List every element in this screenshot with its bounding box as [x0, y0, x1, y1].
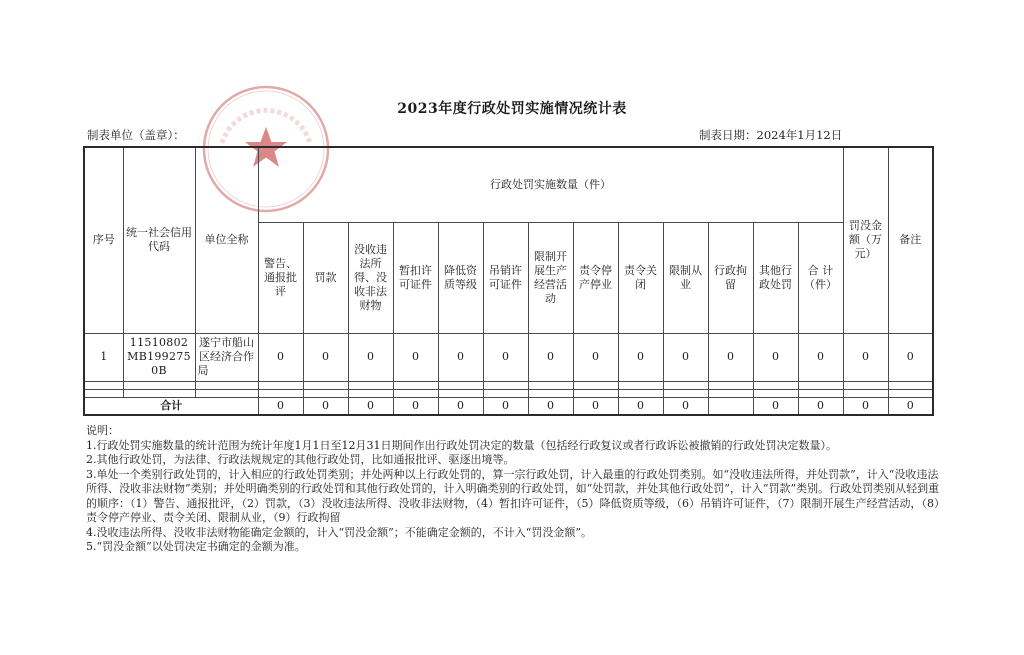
notes-heading: 说明：	[86, 424, 119, 437]
cell-count: 0	[618, 333, 663, 381]
header-remark: 备注	[888, 147, 933, 333]
total-remark: 0	[888, 397, 933, 415]
header-penalty-type: 暂扣许可证件	[393, 222, 438, 333]
total-count: 0	[798, 397, 843, 415]
header-penalty-type: 责令关闭	[618, 222, 663, 333]
header-penalty-type: 没收违法所得、没收非法财物	[348, 222, 393, 333]
cell-count: 0	[798, 333, 843, 381]
cell-count: 0	[258, 333, 303, 381]
cell-count: 0	[348, 333, 393, 381]
cell-count: 0	[663, 333, 708, 381]
table-row	[84, 333, 933, 381]
cell-unit-name: 遂宁市船山区经济合作局	[195, 333, 258, 381]
cell-count: 0	[303, 333, 348, 381]
total-count: 0	[528, 397, 573, 415]
total-row	[84, 397, 933, 415]
header-penalty-type: 限制开展生产经营活动	[528, 222, 573, 333]
header-seq: 序号	[84, 147, 123, 333]
header-credit-code: 统一社会信用代码	[123, 147, 195, 333]
notes-section	[86, 424, 946, 555]
cell-count: 0	[708, 333, 753, 381]
total-label: 合计	[84, 397, 258, 415]
total-count: 0	[348, 397, 393, 415]
header-penalty-type: 责令停产停业	[573, 222, 618, 333]
header-penalty-count-group: 行政处罚实施数量（件）	[258, 147, 843, 222]
total-count: 0	[663, 397, 708, 415]
total-count: 0	[573, 397, 618, 415]
header-penalty-type: 警告、通报批评	[258, 222, 303, 333]
total-count: 0	[618, 397, 663, 415]
cell-credit-code: 11510802MB1992750B	[123, 333, 195, 381]
cell-count: 0	[528, 333, 573, 381]
cell-count: 0	[483, 333, 528, 381]
header-penalty-type: 其他行政处罚	[753, 222, 798, 333]
note-item: 2.其他行政处罚，为法律、行政法规规定的其他行政处罚，比如通报批评、驱逐出境等。	[86, 453, 515, 466]
header-penalty-type: 合 计（件）	[798, 222, 843, 333]
unit-label: 制表单位（盖章）：	[87, 128, 185, 142]
header-penalty-type: 罚款	[303, 222, 348, 333]
cell-count: 0	[393, 333, 438, 381]
header-penalty-type: 吊销许可证件	[483, 222, 528, 333]
total-count: 0	[303, 397, 348, 415]
total-count: 0	[258, 397, 303, 415]
cell-fine-amount: 0	[843, 333, 888, 381]
cell-count: 0	[438, 333, 483, 381]
cell-count: 0	[753, 333, 798, 381]
cell-remark: 0	[888, 333, 933, 381]
total-count	[708, 397, 753, 415]
header-fine-amount: 罚没金额（万元）	[843, 147, 888, 333]
document-title: 2023年度行政处罚实施情况统计表	[397, 101, 627, 117]
note-item: 3.单处一个类别行政处罚的，计入相应的行政处罚类别；并处两种以上行政处罚的，算一宗行政处罚，计入最重的行政处罚类别。如“没收违法所得，并处罚款”，计入“没收违法所得、没收非法财物”类别；并处明确类别的行政处罚和其他行政处罚的，计入明确类别的行政处罚，如“处罚款，并处其他行政处罚”，计入“罚款”类别。行政处罚类别从轻到重的顺序：（1）警告、通报批评，（2）罚款，（3）没收违法所得、没收非法财物，（4）暂扣许可证件，（5）降低资质等级，（6）吊销许可证件，（7）限制开展生产经营活动，（8）责令停产停业、责令关闭、限制从业，（9）行政拘留	[86, 467, 945, 524]
header-penalty-type: 限制从业	[663, 222, 708, 333]
total-count: 0	[753, 397, 798, 415]
note-item: 4.没收违法所得、没收非法财物能确定金额的，计入“罚没金额”；不能确定金额的，不计入“罚没金额”。	[86, 525, 592, 539]
total-count: 0	[438, 397, 483, 415]
date-label: 制表日期：2024年1月12日	[699, 128, 843, 142]
note-item: 5.“罚没金额”以处罚决定书确定的金额为准。	[86, 540, 306, 553]
total-count: 0	[483, 397, 528, 415]
blank-row	[84, 381, 933, 389]
cell-seq: 1	[84, 333, 123, 381]
cell-count: 0	[573, 333, 618, 381]
total-fine-amount: 0	[843, 397, 888, 415]
header-unit-name: 单位全称	[195, 147, 258, 333]
blank-row	[84, 389, 933, 397]
note-item: 1.行政处罚实施数量的统计范围为统计年度1月1日至12月31日期间作出行政处罚决定的数量（包括经行政复议或者行政诉讼被撤销的行政处罚决定数量）。	[86, 438, 837, 452]
statistics-table	[83, 146, 934, 416]
total-count: 0	[393, 397, 438, 415]
header-penalty-type: 行政拘留	[708, 222, 753, 333]
header-penalty-type: 降低资质等级	[438, 222, 483, 333]
